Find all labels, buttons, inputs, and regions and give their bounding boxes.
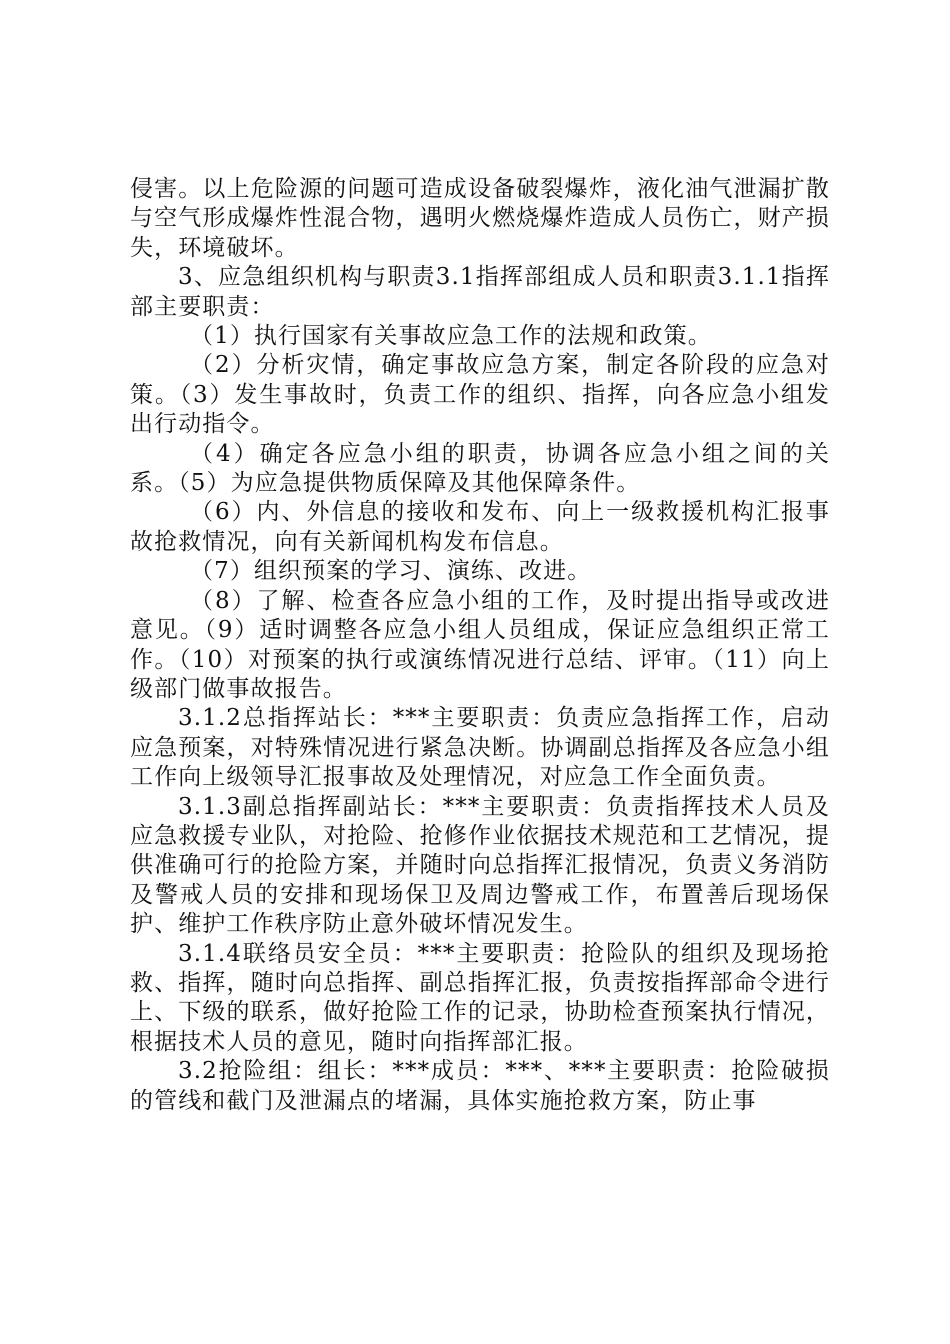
paragraph-section-3-1-4: 3.1.4联络员安全员：***主要职责：抢险队的组织及现场抢救、指挥，随时向总指挥、副总指挥汇报，负责按指挥部命令进行上、下级的联系，做好抢险工作的记录，协助检查预案执行情况，根据技术人员的意见，随时向指挥部汇报。 [130,940,830,1055]
paragraph-duty-4-5: （4）确定各应急小组的职责，协调各应急小组之间的关系。（5）为应急提供物质保障及其他保障条件。 [130,440,830,497]
paragraph-section-3-2: 3.2抢险组：组长：***成员：***、***主要职责：抢险破损的管线和截门及泄漏点的堵漏，具体实施抢救方案，防止事 [130,1058,830,1114]
paragraph-section-3-1-3: 3.1.3副总指挥副站长：***主要职责：负责指挥技术人员及应急救援专业队，对抢险、抢修作业依据技术规范和工艺情况，提供准确可行的抢险方案，并随时向总指挥汇报情况，负责义务消防及警戒人员的安排和现场保卫及周边警戒工作，布置善后现场保护、维护工作秩序防止意外破坏情况发生。 [130,793,830,938]
paragraph-duty-6: （6）内、外信息的接收和发布、向上一级救援机构汇报事故抢救情况，向有关新闻机构发布信息。 [130,499,830,555]
paragraph-duty-7: （7）组织预案的学习、演练、改进。 [190,558,592,585]
document-body [130,175,830,1116]
paragraph-hazard-consequences: 侵害。以上危险源的问题可造成设备破裂爆炸，液化油气泄漏扩散与空气形成爆炸性混合物，遇明火燃烧爆炸造成人员伤亡，财产损失，环境破坏。 [130,176,830,261]
paragraph-duty-1: （1）执行国家有关事故应急工作的法规和政策。 [190,323,712,350]
paragraph-duty-8-11: （8）了解、检查各应急小组的工作，及时提出指导或改进意见。（9）适时调整各应急小组人员组成，保证应急组织正常工作。（10）对预案的执行或演练情况进行总结、评审。（11）向上级部门做事故报告。 [130,587,830,702]
paragraph-duty-2-3: （2）分析灾情，确定事故应急方案，制定各阶段的应急对策。（3）发生事故时，负责工作的组织、指挥，向各应急小组发出行动指令。 [130,352,830,438]
paragraph-section-3-1-2: 3.1.2总指挥站长：***主要职责：负责应急指挥工作，启动应急预案，对特殊情况进行紧急决断。协调副总指挥及各应急小组工作向上级领导汇报事故及处理情况，对应急工作全面负责。 [130,705,830,791]
paragraph-section-3-heading: 3、应急组织机构与职责3.1指挥部组成人员和职责3.1.1指挥部主要职责： [130,264,830,320]
